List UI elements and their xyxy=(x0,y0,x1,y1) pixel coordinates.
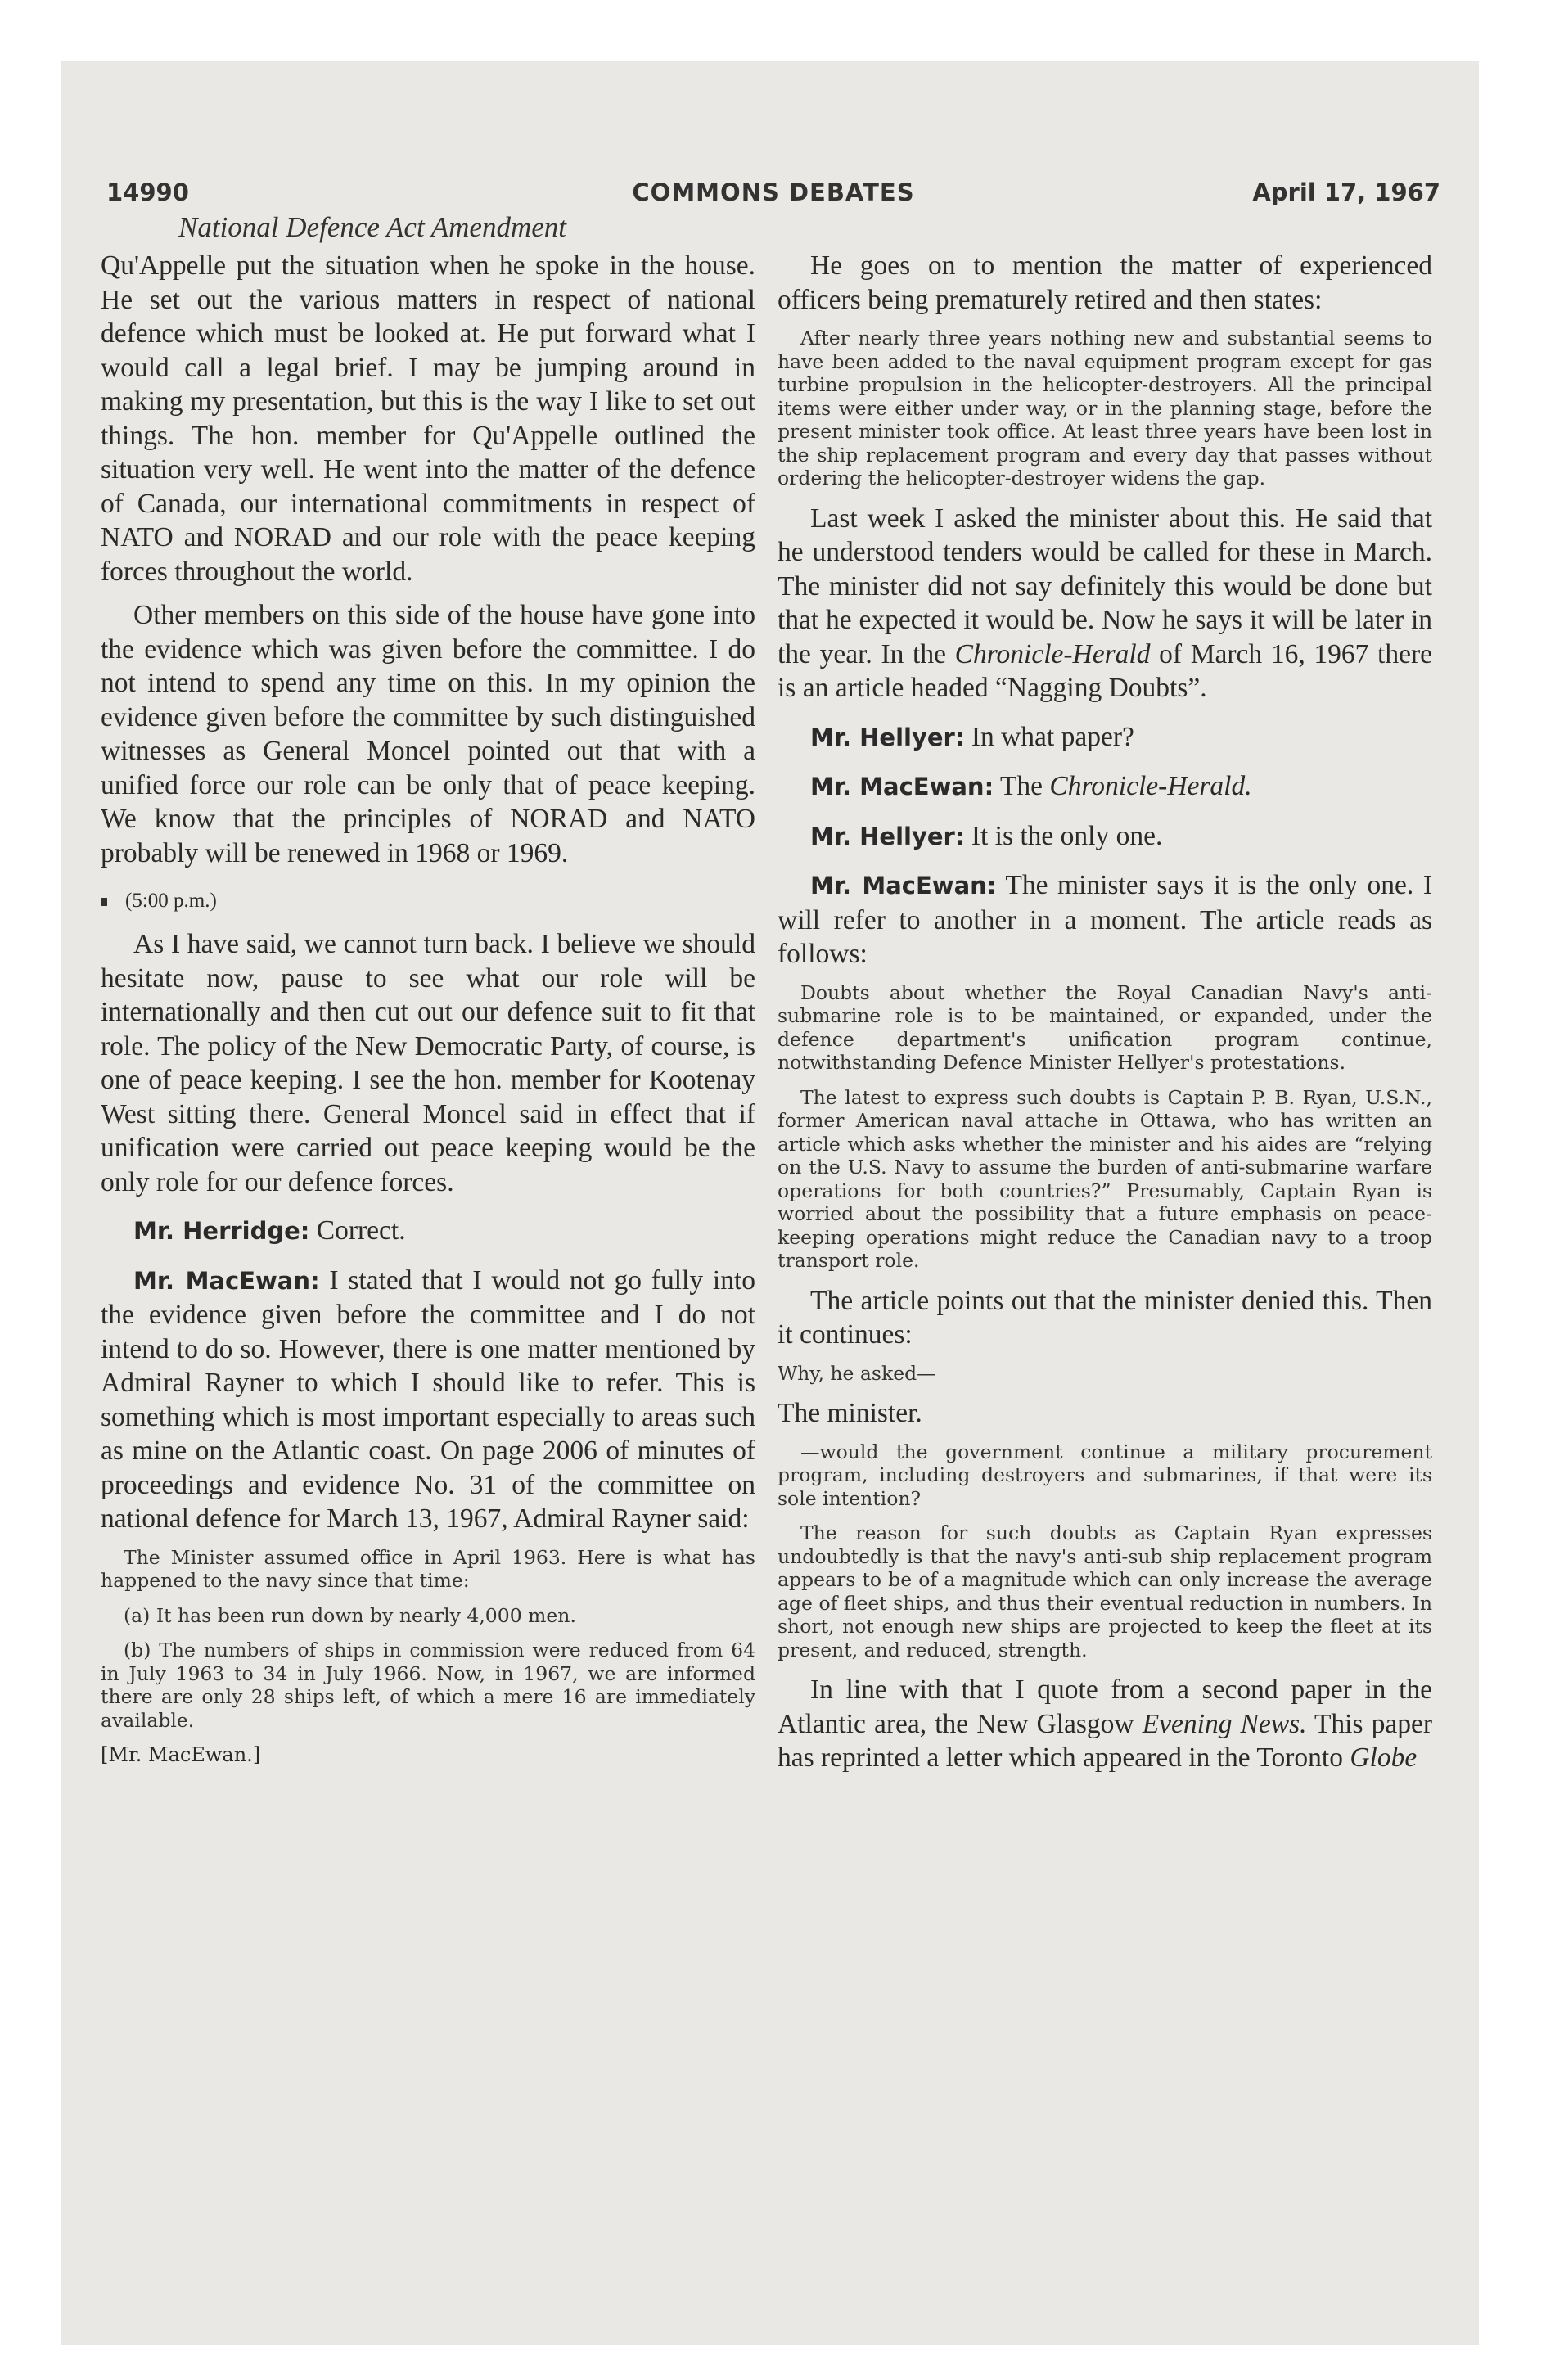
newspaper-title: Globe xyxy=(1350,1742,1418,1773)
speech-text: The xyxy=(999,771,1050,801)
speech-text: I stated that I would not go fully into the evidence given before the committee and I do not intend to do so. However, there is one matter mentioned by Admiral Rayner to which I should like to refer. This is something which is most important especially to areas such as mine on the Atlantic coast. On page 2006 of minutes of proceedings and evidence No. 31 of the committee on national defence for March 13, 1967, Admiral Rayner said: xyxy=(101,1264,755,1534)
paragraph: Other members on this side of the house have gone into the evidence which was given before the committee. I do not intend to spend any time on this. In my opinion the evidence given before the committee by such distinguished witnesses as General Moncel pointed out that with a unified force our role can be only that of peace keeping. We know that the principles of NORAD and NATO probably will be renewed in 1968 or 1969. xyxy=(101,600,755,868)
paragraph xyxy=(778,502,1432,705)
speech xyxy=(778,868,1432,971)
paragraph: The article points out that the minister denied this. Then it continues: xyxy=(778,1285,1432,1350)
speaker-name: Mr. MacEwan: xyxy=(133,1266,320,1295)
left-column xyxy=(101,249,755,1766)
quotation: (b) The numbers of ships in commission were reduced from 64 in July 1963 to 34 in July 1966. Now, in 1967, we are informed there are only 28 ships left, of which a mere 16 are immediately available. xyxy=(101,1639,755,1732)
quotation: (a) It has been run down by nearly 4,000 men. xyxy=(124,1603,576,1627)
quotation: Why, he asked— xyxy=(778,1361,936,1385)
speaker-name: Mr. MacEwan: xyxy=(810,872,997,899)
speaker-name: Mr. Herridge: xyxy=(133,1217,310,1245)
speech xyxy=(778,720,1432,755)
text-run: In line with that I quote from a second paper in the Atlantic area, the New Glasgow xyxy=(778,1675,1432,1739)
time-stamp-row xyxy=(101,890,755,913)
paragraph: As I have said, we cannot turn back. I believe we should hesitate now, pause to see what our role will be internationally and then cut out our defence suit to fit that role. The policy of the New Democratic Party, of course, is one of peace keeping. I see the hon. member for Kootenay West sitting there. General Moncel said in effect that if unification were carried out peace keeping would be the only role for our defence forces. xyxy=(101,929,755,1197)
publication-date: April 17, 1967 xyxy=(1252,178,1440,206)
speech-text: In what paper? xyxy=(971,721,1134,752)
text-run: Last week I asked the minister about this. He said that he understood tenders would be called for these in March. The minister did not say definitely this would be done but that he expected it would be. Now he says it will be later in the year. In the xyxy=(778,503,1432,669)
speaker-name: Mr. Hellyer: xyxy=(810,723,965,751)
speaker-name: Mr. Hellyer: xyxy=(810,822,965,850)
publication-title: COMMONS DEBATES xyxy=(632,178,915,206)
speech xyxy=(778,769,1432,805)
time-stamp: (5:00 p.m.) xyxy=(125,890,217,912)
speech-text: The minister says it is the only one. I will refer to another in a moment. The article reads as follows: xyxy=(778,870,1432,969)
quotation: —would the government continue a military procurement program, including destroyers and submarines, if that were its sole intention? xyxy=(778,1440,1432,1510)
speaker-byline: [Mr. MacEwan.] xyxy=(101,1743,261,1766)
speech xyxy=(778,819,1432,854)
newspaper-title: Evening News. xyxy=(1142,1708,1307,1739)
quotation: The Minister assumed office in April 1963. Here is what has happened to the navy since that time: xyxy=(101,1545,755,1592)
paragraph: Qu'Appelle put the situation when he spoke in the house. He set out the various matters in respect of national defence which must be looked at. He put forward what I would call a legal brief. I may be jumping around in making my presentation, but this is the way I like to set out things. The hon. member for Qu'Appelle outlined the situation very well. He went into the matter of the defence of Canada, our international commitments in respect of NATO and NORAD and our role with the peace keeping forces throughout the world. xyxy=(101,250,755,587)
speech-text: Correct. xyxy=(316,1215,406,1246)
right-column xyxy=(778,249,1432,1785)
paragraph xyxy=(778,1673,1432,1775)
speaker-name: Mr. MacEwan: xyxy=(810,773,994,800)
page-number: 14990 xyxy=(106,178,189,206)
quotation: Doubts about whether the Royal Canadian Navy's anti-submarine role is to be maintained, or expanded, under the defence department's unification program continue, notwithstanding Defence Minister Hellyer's protestations. xyxy=(778,980,1432,1074)
text-run: This paper has reprinted a letter which appeared in the Toronto xyxy=(778,1708,1432,1773)
speech xyxy=(101,1264,755,1536)
paragraph: The minister. xyxy=(778,1398,922,1428)
newspaper-title: Chronicle-Herald xyxy=(954,638,1151,669)
quotation: The latest to express such doubts is Captain P. B. Ryan, U.S.N., former American naval attache in Ottawa, who has written an article which asks whether the minister and his aides are “relying on the U.S. Navy to assume the burden of anti-submarine warfare operations for both countries?” Presumably, Captain Ryan is worried about the possibility that a future emphasis on peace-keeping operations might reduce the Canadian navy to a troop transport role. xyxy=(778,1085,1432,1272)
quotation: The reason for such doubts as Captain Ryan expresses undoubtedly is that the navy's anti-sub ship replacement program appears to be of a magnitude which can only increase the average age of fleet ships, and thus their eventual reduction in numbers. In short, not enough new ships are projected to keep the fleet at its present, and reduced, strength. xyxy=(778,1521,1432,1661)
bullet-mark xyxy=(101,898,107,906)
speech-text: It is the only one. xyxy=(971,820,1163,851)
newspaper-title: Chronicle-Herald. xyxy=(1049,771,1252,801)
quotation: After nearly three years nothing new and substantial seems to have been added to the naval equipment program except for gas turbine propulsion in the helicopter-destroyers. All the principal items were either under way, or in the planning stage, before the present minister took office. At least three years have been lost in the ship replacement program and every day that passes without ordering the helicopter-destroyer widens the gap. xyxy=(778,327,1432,489)
text-run: of March 16, 1967 there is an article headed “Nagging Doubts”. xyxy=(778,638,1432,703)
page-header xyxy=(106,178,1440,211)
section-subheading: National Defence Act Amendment xyxy=(178,211,567,243)
paragraph: He goes on to mention the matter of experienced officers being prematurely retired and then states: xyxy=(778,250,1432,315)
speech xyxy=(101,1214,755,1249)
